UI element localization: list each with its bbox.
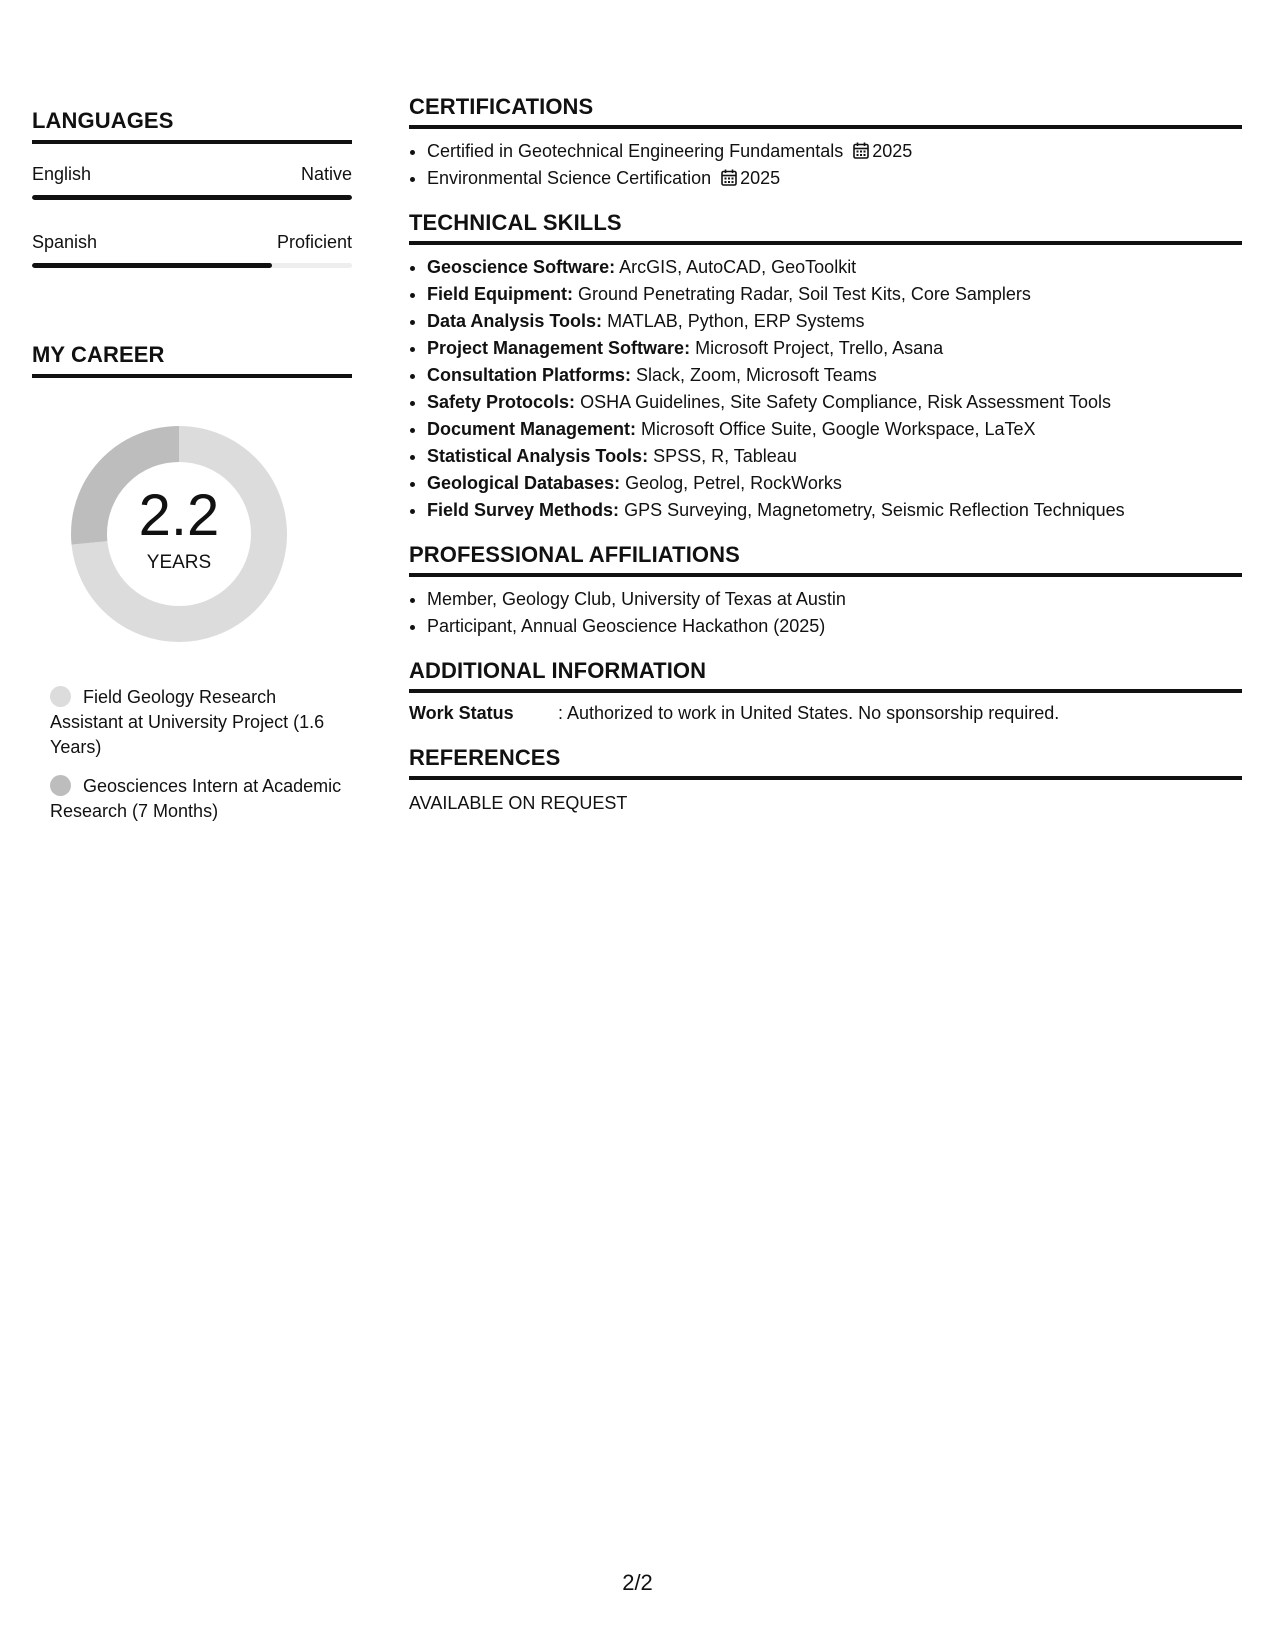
career-total-years: 2.2 xyxy=(138,483,220,548)
work-status-label: Work Status xyxy=(409,703,514,723)
career-donut-chart xyxy=(66,421,292,647)
language-item-english xyxy=(32,162,352,200)
list-item: • Field Equipment: Ground Penetrating Radar, Soil Test Kits, Core Samplers xyxy=(427,281,1242,308)
list-item: • Environmental Science Certification 2025 xyxy=(427,165,1242,192)
calendar-icon xyxy=(721,169,737,186)
right-column xyxy=(409,94,1242,835)
language-bar xyxy=(32,263,352,268)
list-item: • Geological Databases: Geolog, Petrel, RockWorks xyxy=(427,470,1242,497)
language-bar-fill xyxy=(32,195,352,200)
list-item: • Certified in Geotechnical Engineering Fundamentals 2025 xyxy=(427,138,1242,165)
language-bar-fill xyxy=(32,263,272,268)
legend-label: Field Geology Research Assistant at University Project (1.6 Years) xyxy=(50,687,325,757)
list-item: • Geoscience Software: ArcGIS, AutoCAD, GeoToolkit xyxy=(427,254,1242,281)
affiliations-section xyxy=(409,542,1242,640)
list-item: • Data Analysis Tools: MATLAB, Python, ERP Systems xyxy=(427,308,1242,335)
legend-item xyxy=(50,774,350,824)
career-legend xyxy=(50,685,350,824)
certifications-section xyxy=(409,94,1242,192)
technical-skills-section xyxy=(409,210,1242,524)
skills-list xyxy=(409,254,1242,524)
page-number: 2/2 xyxy=(622,1570,653,1595)
list-item: • Consultation Platforms: Slack, Zoom, Microsoft Teams xyxy=(427,362,1242,389)
references-section xyxy=(409,745,1242,817)
list-item: • Safety Protocols: OSHA Guidelines, Site Safety Compliance, Risk Assessment Tools xyxy=(427,389,1242,416)
certifications-title: CERTIFICATIONS xyxy=(409,94,1242,129)
language-item-spanish xyxy=(32,230,352,268)
technical-skills-title: TECHNICAL SKILLS xyxy=(409,210,1242,245)
language-level: Proficient xyxy=(276,232,352,252)
language-bar xyxy=(32,195,352,200)
references-title: REFERENCES xyxy=(409,745,1242,780)
additional-info-section xyxy=(409,658,1242,727)
career-unit: YEARS xyxy=(146,552,212,573)
cert-year: 2025 xyxy=(872,141,913,161)
certifications-list xyxy=(409,138,1242,192)
list-item: • Statistical Analysis Tools: SPSS, R, Tableau xyxy=(427,443,1242,470)
references-text: AVAILABLE ON REQUEST xyxy=(409,793,628,813)
list-item: • Participant, Annual Geoscience Hackathon (2025) xyxy=(427,613,1242,640)
additional-info-title: ADDITIONAL INFORMATION xyxy=(409,658,1242,693)
cert-year: 2025 xyxy=(740,168,781,188)
career-title: MY CAREER xyxy=(32,342,352,378)
language-name: English xyxy=(32,164,92,184)
list-item: • Field Survey Methods: GPS Surveying, Magnetometry, Seismic Reflection Techniques xyxy=(427,497,1242,524)
legend-label: Geosciences Intern at Academic Research (7 Months) xyxy=(50,776,342,821)
language-level: Native xyxy=(300,164,352,184)
legend-dot-icon xyxy=(50,686,71,707)
legend-dot-icon xyxy=(50,775,71,796)
list-item: • Document Management: Microsoft Office Suite, Google Workspace, LaTeX xyxy=(427,416,1242,443)
list-item: • Project Management Software: Microsoft Project, Trello, Asana xyxy=(427,335,1242,362)
work-status-row xyxy=(409,700,1242,727)
work-status-value: : Authorized to work in United States. No sponsorship required. xyxy=(558,703,1060,723)
calendar-icon xyxy=(853,142,869,159)
legend-item xyxy=(50,685,350,760)
list-item: • Member, Geology Club, University of Texas at Austin xyxy=(427,586,1242,613)
language-name: Spanish xyxy=(32,232,98,252)
languages-title: LANGUAGES xyxy=(32,108,352,144)
affiliations-title: PROFESSIONAL AFFILIATIONS xyxy=(409,542,1242,577)
left-column xyxy=(32,108,352,838)
affiliations-list xyxy=(409,586,1242,640)
